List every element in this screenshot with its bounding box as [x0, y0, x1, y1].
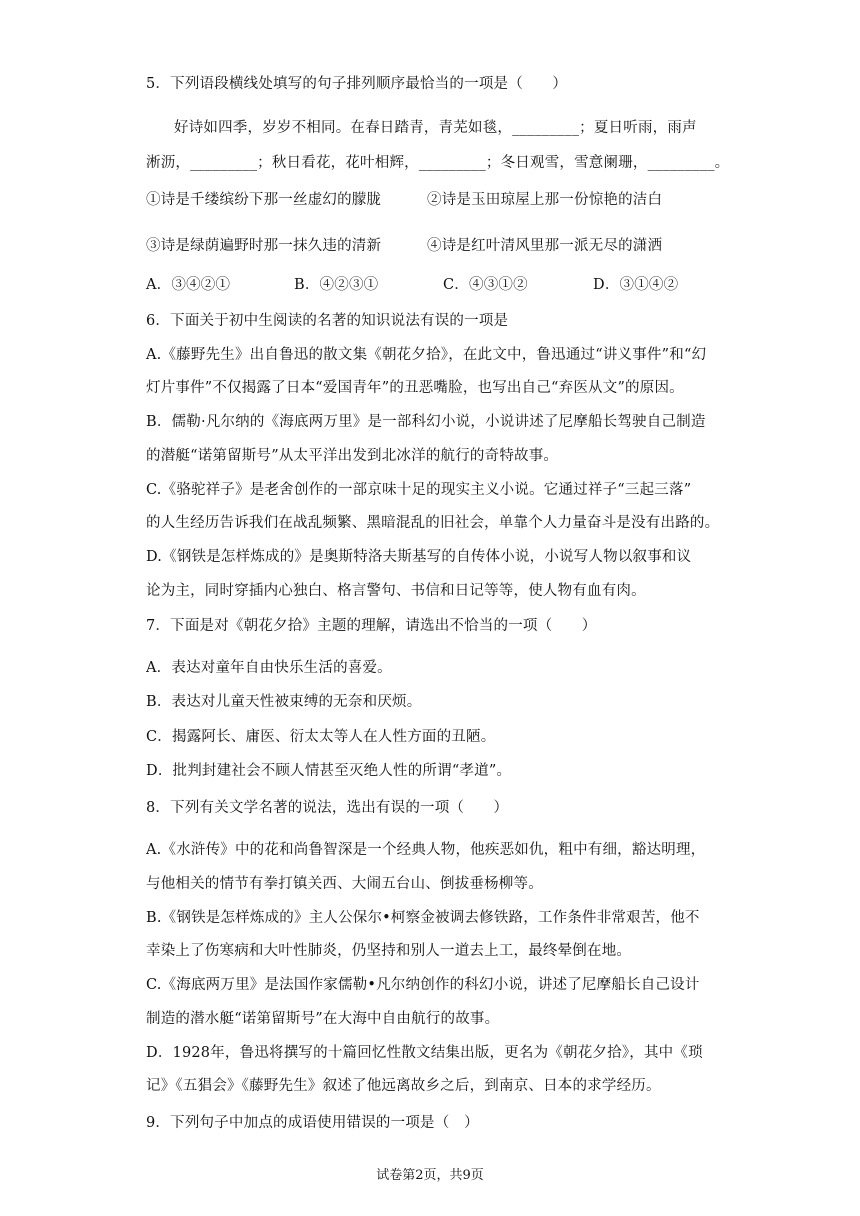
- q7-option-b: B．表达对儿童天性被束缚的无奈和厌烦。: [146, 694, 422, 710]
- q6-option-b-line1: B．儒勒·凡尔纳的《海底两万里》是一部科幻小说，小说讲述了尼摩船长驾驶自己制造: [146, 414, 706, 430]
- q5-option-3: ③诗是绿荫遍野时那一抹久违的清新: [146, 238, 382, 254]
- q8-option-b-line1: B.《钢铁是怎样炼成的》主人公保尔•柯察金被调去修铁路，工作条件非常艰苦，他不: [146, 910, 700, 926]
- q5-passage-line1: 好诗如四季，岁岁不相同。在春日踏青，青芜如毯，_________；夏日听雨，雨声: [174, 120, 697, 136]
- q8-stem: 8．下列有关文学名著的说法，选出有误的一项（ ）: [146, 800, 509, 816]
- q7-option-d: D．批判封建社会不顾人情甚至灭绝人性的所谓“孝道”。: [146, 763, 512, 779]
- q5-choice-b: B．④②③①: [294, 277, 379, 293]
- q6-option-b-line2: 的潜艇“诺第留斯号”从太平洋出发到北冰洋的航行的奇特故事。: [146, 448, 559, 464]
- q5-choice-c: C．④③①②: [443, 277, 528, 293]
- q6-option-d-line1: D.《钢铁是怎样炼成的》是奥斯特洛夫斯基写的自传体小说，小说写人物以叙事和议: [146, 549, 692, 565]
- q5-choice-d: D．③①④②: [593, 277, 679, 293]
- q5-option-4: ④诗是红叶清风里那一派无尽的潇洒: [427, 238, 663, 254]
- q6-option-a-line2: 灯片事件”不仅揭露了日本“爱国青年”的丑恶嘴脸，也写出自己“弃医从文”的原因。: [146, 380, 684, 396]
- page-footer: 试卷第2页，共9页: [376, 1168, 484, 1183]
- q5-option-2: ②诗是玉田琼屋上那一份惊艳的洁白: [427, 192, 663, 208]
- q9-stem: 9．下列句子中加点的成语使用错误的一项是（ ）: [146, 1115, 479, 1131]
- q7-stem: 7．下面是对《朝花夕拾》主题的理解，请选出不恰当的一项（ ）: [146, 618, 597, 634]
- q8-option-a-line2: 与他相关的情节有拳打镇关西、大闹五台山、倒拔垂杨柳等。: [146, 876, 543, 892]
- q8-option-c-line1: C.《海底两万里》是法国作家儒勒•凡尔纳创作的科幻小说，讲述了尼摩船长自己设计: [146, 977, 700, 993]
- q6-option-d-line2: 论为主，同时穿插内心独白、格言警句、书信和日记等等，使人物有血有肉。: [146, 583, 646, 599]
- q5-stem: 5．下列语段横线处填写的句子排列顺序最恰当的一项是（ ）: [146, 76, 568, 92]
- q6-option-c-line2: 的人生经历告诉我们在战乱频繁、黑暗混乱的旧社会，单靠个人力量奋斗是没有出路的。: [146, 515, 720, 531]
- q6-option-a-line1: A.《藤野先生》出自鲁迅的散文集《朝花夕拾》，在此文中，鲁迅通过“讲义事件”和“幻: [146, 347, 707, 363]
- q5-passage-line2: 淅沥，_________；秋日看花，花叶相辉，_________；冬日观雪，雪意阑珊，_________。: [146, 155, 730, 171]
- q7-option-c: C．揭露阿长、庸医、衍太太等人在人性方面的丑陋。: [146, 729, 496, 745]
- q5-option-1: ①诗是千缕缤纷下那一丝虚幻的朦胧: [146, 192, 382, 208]
- q8-option-b-line2: 幸染上了伤寒病和大叶性肺炎，仍坚持和别人一道去上工，最终晕倒在地。: [146, 943, 632, 959]
- q6-stem: 6．下面关于初中生阅读的名著的知识说法有误的一项是: [146, 313, 509, 329]
- q7-option-a: A．表达对童年自由快乐生活的喜爱。: [146, 660, 392, 676]
- q6-option-c-line1: C.《骆驼祥子》是老舍创作的一部京味十足的现实主义小说。它通过祥子“三起三落”: [146, 482, 692, 498]
- q8-option-d-line2: 记》《五猖会》《藤野先生》叙述了他远离故乡之后，到南京、日本的求学经历。: [146, 1078, 661, 1094]
- q5-choice-a: A．③④②①: [146, 277, 231, 293]
- q8-option-a-line1: A.《水浒传》中的花和尚鲁智深是一个经典人物，他疾恶如仇，粗中有细，豁达明理，: [146, 842, 706, 858]
- q8-option-d-line1: D．1928年，鲁迅将撰写的十篇回忆性散文结集出版，更名为《朝花夕拾》，其中《琐: [146, 1045, 703, 1061]
- q8-option-c-line2: 制造的潜水艇“诺第留斯号”在大海中自由航行的故事。: [146, 1011, 500, 1027]
